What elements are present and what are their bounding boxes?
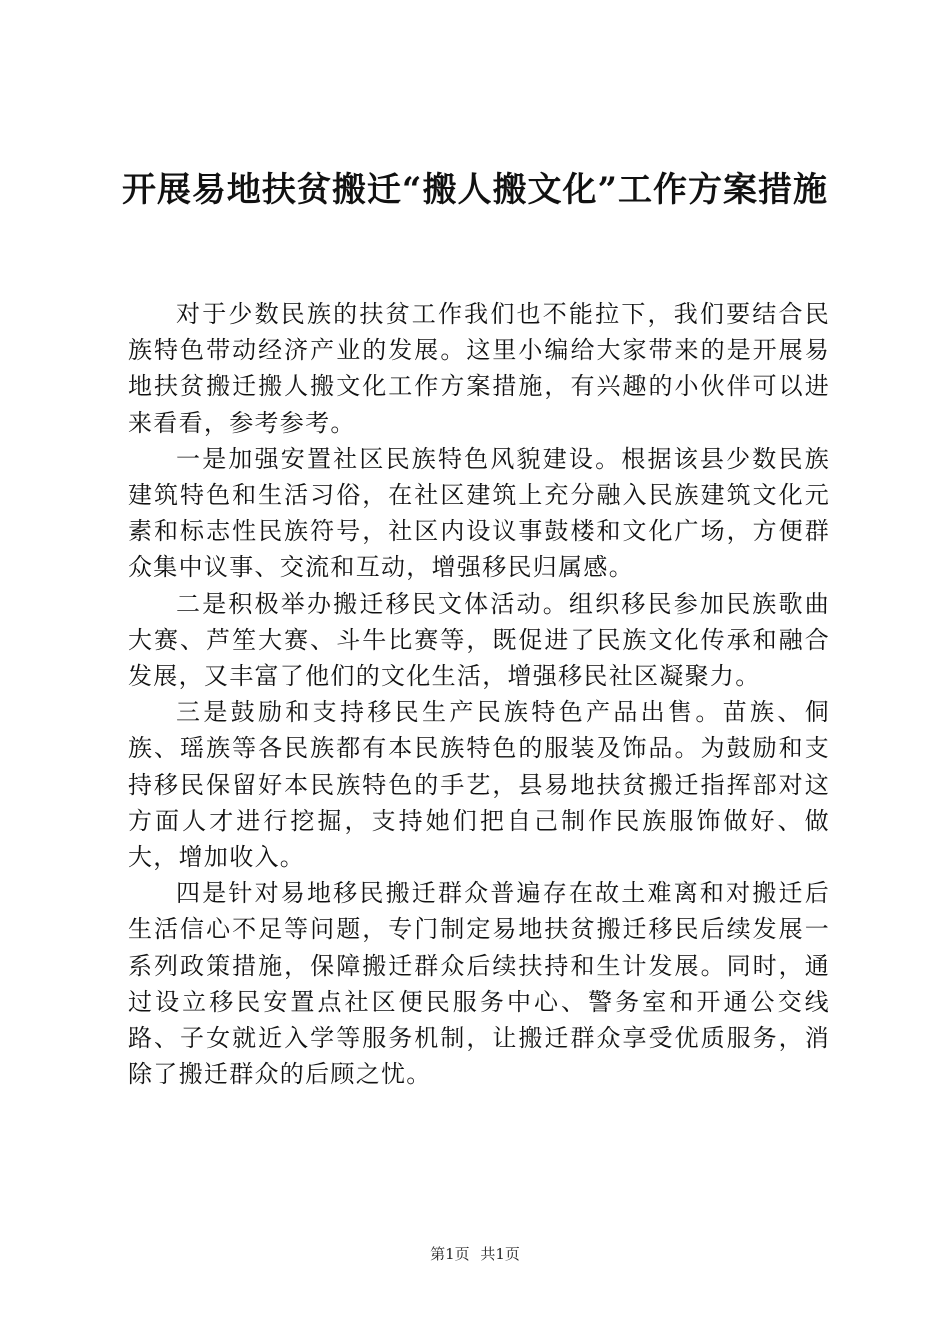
- page-number-total: 共1页: [480, 1245, 520, 1263]
- page-footer: [0, 1243, 950, 1264]
- paragraph-intro: 对于少数民族的扶贫工作我们也不能拉下，我们要结合民族特色带动经济产业的发展。这里小编给大家带来的是开展易地扶贫搬迁搬人搬文化工作方案措施，有兴趣的小伙伴可以进来看看，参考参考。: [128, 300, 830, 437]
- paragraph-point-1: 一是加强安置社区民族特色风貌建设。根据该县少数民族建筑特色和生活习俗，在社区建筑上充分融入民族建筑文化元素和标志性民族符号，社区内设议事鼓楼和文化广场，方便群众集中议事、交流和互动，增强移民归属感。: [128, 444, 830, 582]
- paragraph-point-4: 四是针对易地移民搬迁群众普遍存在故土难离和对搬迁后生活信心不足等问题，专门制定易地扶贫搬迁移民后续发展一系列政策措施，保障搬迁群众后续扶持和生计发展。同时，通过设立移民安置点社区便民服务中心、警务室和开通公交线路、子女就近入学等服务机制，让搬迁群众享受优质服务，消除了搬迁群众的后顾之忧。: [128, 879, 830, 1089]
- document-body: [128, 296, 830, 1092]
- paragraph-point-3: 三是鼓励和支持移民生产民族特色产品出售。苗族、侗族、瑶族等各民族都有本民族特色的服装及饰品。为鼓励和支持移民保留好本民族特色的手艺，县易地扶贫搬迁指挥部对这方面人才进行挖掘，支持她们把自己制作民族服饰做好、做大，增加收入。: [128, 698, 830, 872]
- paragraph-point-2: 二是积极举办搬迁移民文体活动。组织移民参加民族歌曲大赛、芦笙大赛、斗牛比赛等，既促进了民族文化传承和融合发展，又丰富了他们的文化生活，增强移民社区凝聚力。: [128, 589, 830, 691]
- document-title: 开展易地扶贫搬迁“搬人搬文化”工作方案措施: [121, 170, 829, 210]
- page-number-current: 第1页: [430, 1245, 470, 1263]
